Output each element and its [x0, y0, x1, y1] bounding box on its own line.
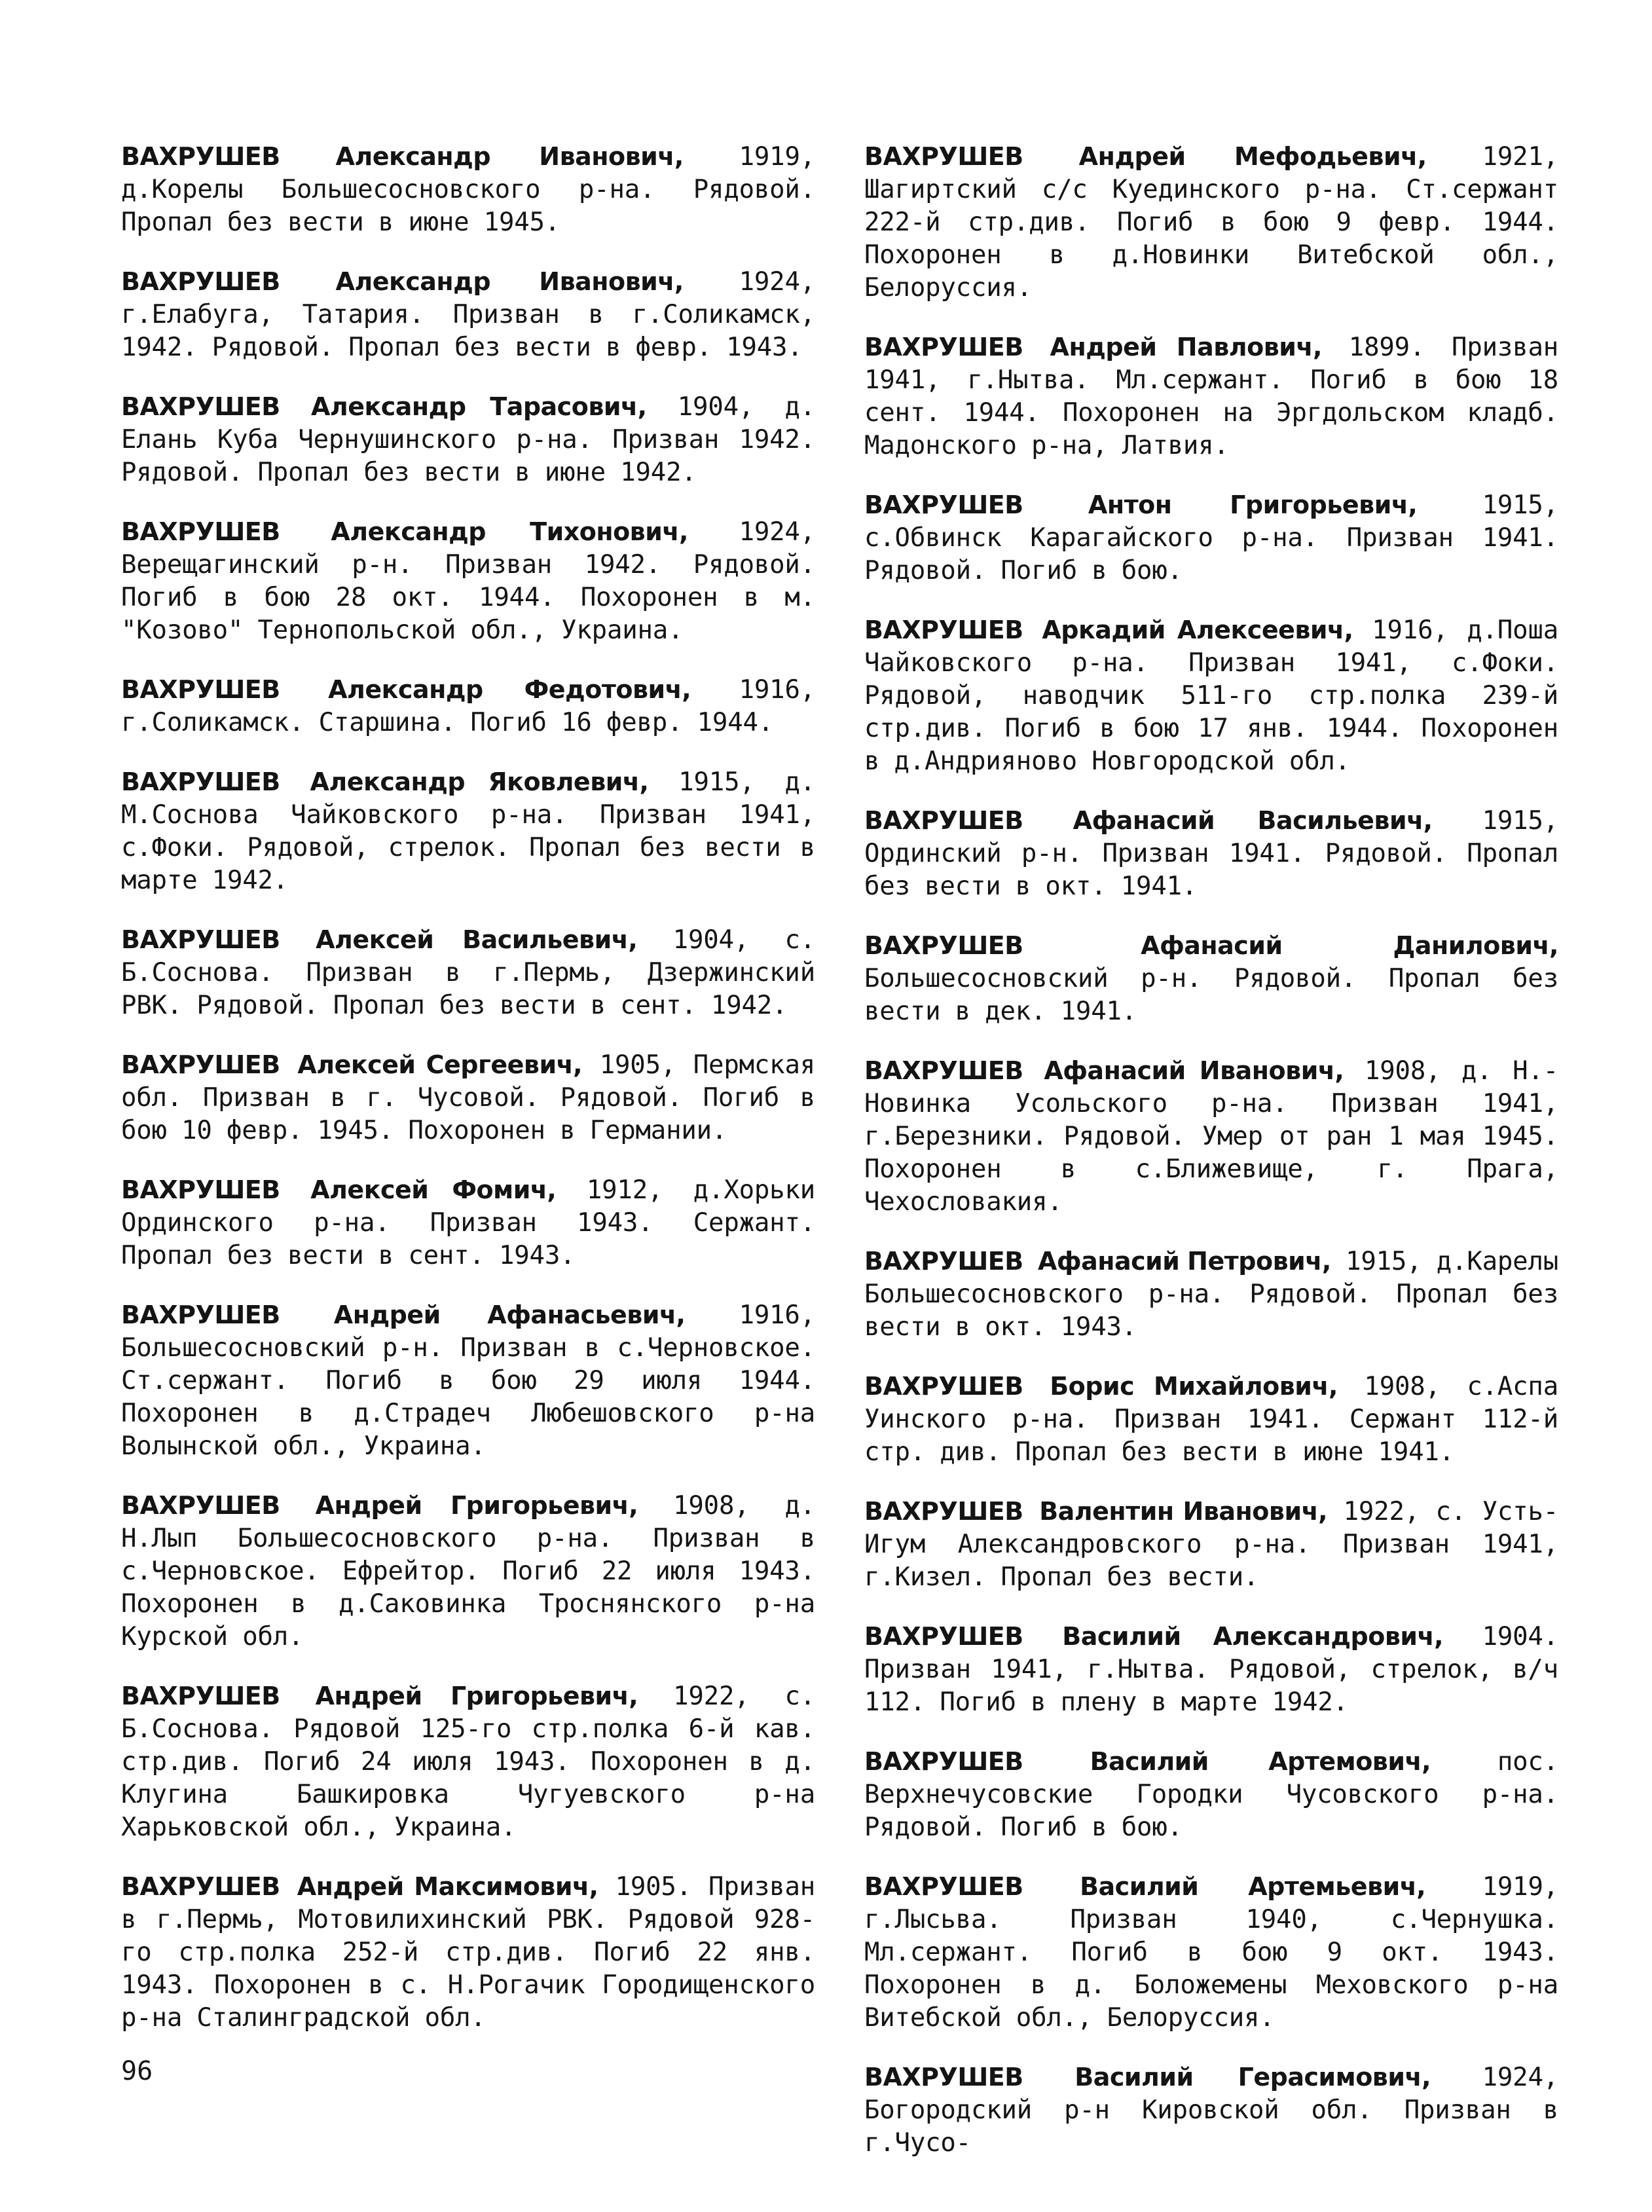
- entry-surname: ВАХРУШЕВ: [864, 806, 1023, 835]
- entry-given-name: Андрей Мефодьевич,: [1078, 142, 1427, 171]
- entry-surname: ВАХРУШЕВ: [121, 267, 280, 296]
- entry-surname: ВАХРУШЕВ: [864, 931, 1023, 960]
- entry-details: 1924, Богородский р-н Кировской обл. Призван в г.Чусо-: [864, 2063, 1559, 2158]
- entry-given-name: Василий Артемьевич,: [1080, 1872, 1426, 1901]
- entry-details: 1912, д.Хорьки Ординского р-на. Призван 1943. Сержант. Пропал без вести в сент. 1943.: [121, 1175, 816, 1270]
- entry-surname: ВАХРУШЕВ: [121, 392, 280, 421]
- entry-given-name: Валентин Иванович,: [1039, 1497, 1328, 1526]
- biography-entry: [121, 765, 815, 897]
- entry-details: 1904. Призван 1941, г.Нытва. Рядовой, стрелок, в/ч 112. Погиб в плену в марте 1942.: [864, 1622, 1558, 1717]
- entry-given-name: Василий Герасимович,: [1074, 2063, 1431, 2092]
- entry-details: 1924, г.Елабуга, Татария. Призван в г.Соликамск, 1942. Рядовой. Пропал без вести в февр. 1943.: [121, 267, 816, 362]
- biography-entry: [864, 331, 1558, 462]
- entry-surname: ВАХРУШЕВ: [121, 767, 280, 796]
- biography-entry: [121, 1680, 815, 1844]
- biography-entry: [864, 1870, 1558, 2035]
- biography-entry: [864, 140, 1558, 304]
- entry-details: 1899. Призван 1941, г.Нытва. Мл.сержант. Погиб в бою 18 сент. 1944. Похоронен на Эргдольском кладб. Мадонского р-на, Латвия.: [864, 333, 1559, 460]
- biography-entry: [864, 614, 1558, 778]
- biography-entry: [864, 1245, 1558, 1344]
- entry-surname: ВАХРУШЕВ: [864, 616, 1023, 644]
- entry-surname: ВАХРУШЕВ: [121, 1872, 280, 1901]
- entry-details: 1916, г.Соликамск. Старшина. Погиб 16 февр. 1944.: [121, 675, 816, 737]
- left-column: [121, 140, 815, 2061]
- entry-surname: ВАХРУШЕВ: [121, 1491, 280, 1520]
- entry-given-name: Андрей Григорьевич,: [315, 1491, 638, 1520]
- entry-details: 1915, с.Обвинск Карагайского р-на. Призван 1941. Рядовой. Погиб в бою.: [864, 490, 1558, 585]
- entry-surname: ВАХРУШЕВ: [864, 1247, 1023, 1276]
- entry-given-name: Алексей Сергеевич,: [297, 1050, 583, 1079]
- entry-surname: ВАХРУШЕВ: [121, 1175, 280, 1204]
- entry-given-name: Афанасий Данилович,: [1141, 931, 1558, 960]
- entry-details: 1924, Верещагинский р-н. Призван 1942. Рядовой. Погиб в бою 28 окт. 1944. Похоронен в м. "Козово" Тернопольской обл., Украина.: [121, 517, 815, 645]
- entry-details: 1919, г.Лысьва. Призван 1940, с.Чернушка. Мл.сержант. Погиб в бою 9 окт. 1943. Похоронен в д. Боложемены Меховского р-на Витебской обл., Белоруссия.: [864, 1872, 1559, 2033]
- entry-details: Большесосновский р-н. Рядовой. Пропал без вести в дек. 1941.: [864, 964, 1558, 1026]
- entry-given-name: Андрей Максимович,: [297, 1872, 598, 1901]
- entry-details: 1915, д.Карелы Большесосновского р-на. Рядовой. Пропал без вести в окт. 1943.: [864, 1247, 1558, 1342]
- entry-given-name: Андрей Афанасьевич,: [333, 1300, 686, 1329]
- entry-given-name: Алексей Васильевич,: [316, 925, 638, 954]
- entry-details: 1908, с.Аспа Уинского р-на. Призван 1941. Сержант 112-й стр. див. Пропал без вести в июне 1941.: [864, 1372, 1558, 1467]
- entry-details: пос. Верхнечусовские Городки Чусовского р-на. Рядовой. Погиб в бою.: [864, 1747, 1558, 1842]
- entry-given-name: Александр Тарасович,: [310, 392, 647, 421]
- entry-given-name: Аркадий Алексеевич,: [1042, 616, 1353, 644]
- entry-details: 1915, д. М.Соснова Чайковского р-на. Призван 1941, с.Фоки. Рядовой, стрелок. Пропал без вести в марте 1942.: [121, 767, 816, 895]
- entry-given-name: Александр Тихонович,: [331, 517, 688, 546]
- biography-entry: [864, 804, 1558, 903]
- biography-entry: [864, 488, 1558, 587]
- entry-surname: ВАХРУШЕВ: [864, 1872, 1023, 1901]
- entry-surname: ВАХРУШЕВ: [121, 1050, 280, 1079]
- entry-details: 1922, с. Усть-Игум Александровского р-на. Призван 1941, г.Кизел. Пропал без вести.: [864, 1497, 1558, 1592]
- entry-surname: ВАХРУШЕВ: [864, 142, 1023, 171]
- entry-surname: ВАХРУШЕВ: [121, 1682, 280, 1710]
- entry-details: 1905, Пермская обл. Призван в г. Чусовой. Рядовой. Погиб в бою 10 февр. 1945. Похоронен в Германии.: [121, 1050, 816, 1145]
- entry-given-name: Алексей Фомич,: [310, 1175, 557, 1204]
- entry-details: 1921, Шагиртский с/с Куединского р-на. Ст.сержант 222-й стр.див. Погиб в бою 9 февр. 1944. Похоронен в д.Новинки Витебской обл., Белоруссия.: [864, 142, 1559, 303]
- entry-details: 1915, Ординский р-н. Призван 1941. Рядовой. Пропал без вести в окт. 1941.: [864, 806, 1559, 901]
- biography-entry: [121, 1048, 815, 1147]
- entry-given-name: Василий Артемович,: [1090, 1747, 1431, 1776]
- entry-given-name: Антон Григорьевич,: [1088, 490, 1418, 519]
- biography-entry: [121, 390, 815, 489]
- entry-given-name: Александр Яковлевич,: [310, 767, 649, 796]
- entry-given-name: Борис Михайлович,: [1050, 1372, 1338, 1401]
- biography-entry: [121, 1173, 815, 1272]
- entry-details: 1919, д.Корелы Большесосновского р-на. Рядовой. Пропал без вести в июне 1945.: [121, 142, 816, 237]
- entry-given-name: Александр Иванович,: [335, 267, 684, 296]
- entry-surname: ВАХРУШЕВ: [121, 675, 280, 704]
- entry-given-name: Афанасий Петрович,: [1037, 1247, 1331, 1276]
- entry-surname: ВАХРУШЕВ: [864, 2063, 1023, 2092]
- entry-surname: ВАХРУШЕВ: [864, 1747, 1023, 1776]
- entry-surname: ВАХРУШЕВ: [864, 490, 1023, 519]
- biography-entry: [864, 1370, 1558, 1469]
- entry-details: 1904, д. Елань Куба Чернушинского р-на. Призван 1942. Рядовой. Пропал без вести в июне 1942.: [121, 392, 815, 487]
- biography-entry: [864, 929, 1558, 1028]
- biography-entry: [864, 1620, 1558, 1719]
- biography-entry: [864, 1745, 1558, 1844]
- biography-entry: [121, 140, 815, 239]
- entry-details: 1922, с. Б.Соснова. Рядовой 125-го стр.полка 6-й кав. стр.див. Погиб 24 июля 1943. Похоронен в д. Клугина Башкировка Чугуевского р-на Харьковской обл., Украина.: [121, 1682, 816, 1842]
- biography-entry: [121, 673, 815, 739]
- entry-details: 1916, д.Поша Чайковского р-на. Призван 1941, с.Фоки. Рядовой, наводчик 511-го стр.полка 239-й стр.див. Погиб в бою 17 янв. 1944. Похоронен в д.Андрияново Новгородской обл.: [864, 616, 1559, 776]
- entry-given-name: Василий Александрович,: [1062, 1622, 1444, 1651]
- entry-given-name: Андрей Павлович,: [1050, 333, 1322, 361]
- entry-surname: ВАХРУШЕВ: [864, 1372, 1023, 1401]
- biography-entry: [121, 1489, 815, 1653]
- entry-surname: ВАХРУШЕВ: [121, 925, 280, 954]
- entry-given-name: Афанасий Иванович,: [1044, 1056, 1344, 1085]
- biography-entry: [864, 2061, 1558, 2160]
- entry-given-name: Андрей Григорьевич,: [315, 1682, 638, 1710]
- biography-entry: [121, 1299, 815, 1463]
- right-column: [864, 140, 1558, 2186]
- biography-entry: [121, 1870, 815, 2035]
- entry-given-name: Афанасий Васильевич,: [1073, 806, 1433, 835]
- biography-entry: [864, 1495, 1558, 1594]
- entry-surname: ВАХРУШЕВ: [864, 1622, 1023, 1651]
- entry-surname: ВАХРУШЕВ: [864, 1497, 1023, 1526]
- entry-given-name: Александр Иванович,: [335, 142, 684, 171]
- entry-surname: ВАХРУШЕВ: [864, 333, 1023, 361]
- page-number: 96: [121, 2056, 153, 2086]
- entry-details: 1905. Призван в г.Пермь, Мотовилихинский РВК. Рядовой 928-го стр.полка 252-й стр.див. Погиб 22 янв. 1943. Похоронен в с. Н.Рогачик Городищенского р-на Сталинградской обл.: [121, 1872, 816, 2033]
- entry-given-name: Александр Федотович,: [328, 675, 691, 704]
- entry-details: 1908, д. Н.Лып Большесосновского р-на. Призван в с.Черновское. Ефрейтор. Погиб 22 июля 1943. Похоронен в д.Саковинка Троснянского р-на Курской обл.: [121, 1491, 816, 1651]
- entry-surname: ВАХРУШЕВ: [864, 1056, 1023, 1085]
- biography-entry: [121, 515, 815, 647]
- biography-entry: [121, 265, 815, 364]
- entry-details: 1908, д. Н.-Новинка Усольского р-на. Призван 1941, г.Березники. Рядовой. Умер от ран 1 мая 1945. Похоронен в с.Ближевище, г. Прага, Чехословакия.: [864, 1056, 1559, 1217]
- entry-surname: ВАХРУШЕВ: [121, 517, 280, 546]
- entry-details: 1916, Большесосновский р-н. Призван в с.Черновское. Ст.сержант. Погиб в бою 29 июля 1944. Похоронен в д.Страдеч Любешовского р-на Волынской обл., Украина.: [121, 1300, 815, 1461]
- entry-surname: ВАХРУШЕВ: [121, 142, 280, 171]
- biography-entry: [121, 923, 815, 1022]
- entry-surname: ВАХРУШЕВ: [121, 1300, 280, 1329]
- entry-details: 1904, с. Б.Соснова. Призван в г.Пермь, Дзержинский РВК. Рядовой. Пропал без вести в сент. 1942.: [121, 925, 816, 1020]
- biography-entry: [864, 1054, 1558, 1219]
